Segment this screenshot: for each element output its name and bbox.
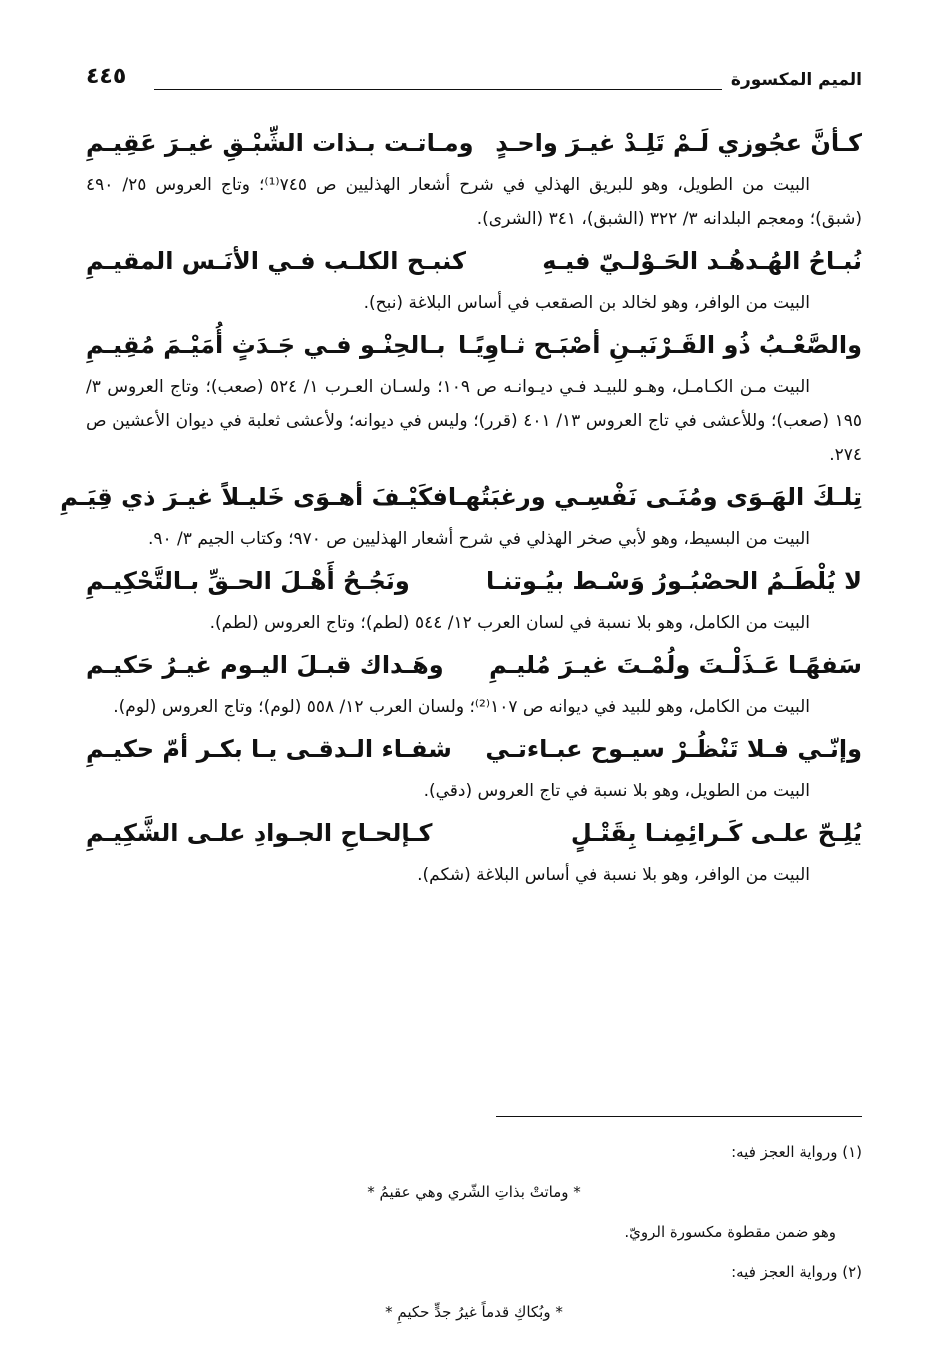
verse-line: [86, 118, 862, 168]
poem-entry-4: [60, 472, 862, 556]
verse-commentary: البيت من الوافر، وهو لخالد بن الصقعب في أساس البلاغة (نبح).: [363, 293, 810, 313]
verse-commentary: البيت من الطويل، وهو للبريق الهذلي في شرح أشعار الهذليين ص ٧٤٥⁽¹⁾؛ وتاج العروس ٢٥/ ٤٩٠ (شبق)؛ ومعجم البلدانه ٣/ ٣٢٢ (الشبق)، ٣٤١ (الشرى).: [86, 175, 862, 229]
poem-entry-3: [86, 320, 862, 472]
verse-line: [86, 236, 862, 286]
first-hemistich: يُلِـحّ علـى كَـرائِمِنـا بِقَتْـلٍ: [570, 819, 862, 847]
first-hemistich: والصَّعْـبُ ذُو القَـرْنَيـنِ أصْبَـح ثـاوِيًـا: [458, 331, 862, 359]
footnote-1-comment: وهو ضمن مقطوة مكسورة الرويّ.: [624, 1223, 836, 1241]
verse-line: [86, 320, 862, 370]
footnotes: [86, 1116, 862, 1341]
verse-commentary: البيت من الطويل، وهو بلا نسبة في تاج العروس (دقي).: [423, 781, 810, 801]
second-hemistich: كـإلحـاحِ الجـوادِ علـى الشَّكِيـمِ: [86, 819, 433, 847]
first-hemistich: وإنّـي فـلا تَنْظُـرْ سيـوح عبـاءتـي: [485, 735, 862, 763]
main-text: [60, 118, 863, 892]
second-hemistich: كنبـح الكلـب فـي الأنَـس المقيـمِ: [86, 247, 466, 275]
verse-commentary: البيت من البسيط، وهو لأبي صخر الهذلي في شرح أشعار الهذليين ص ٩٧٠؛ وكتاب الجيم ٣/ ٩٠.: [147, 529, 810, 549]
footnote-1-label: (١) ورواية العجز فيه:: [731, 1143, 862, 1161]
footnote-1-verse: * وماتتْ بذاتِ الشّري وهي عقيمُ *: [367, 1183, 581, 1201]
second-hemistich: ونَجُـحُ أَهْـلَ الحـقِّ بـالتَّحْكِيـمِ: [86, 567, 410, 595]
verse-line: [86, 556, 862, 606]
poem-entry-2: [86, 236, 862, 320]
first-hemistich: نُبـاحُ الهُـدهُـد الحَـوْلـيّ فيـهِ: [542, 247, 862, 275]
first-hemistich: كـأنَّ عجُوزي لَـمْ تَلِـدْ غيـرَ واحـدٍ: [495, 129, 862, 157]
verse-line: [86, 640, 862, 690]
verse-line: [86, 808, 862, 858]
first-hemistich: تِلـكَ الهَـوَى ومُنَـى نَفْسِـي ورغبَتُهـا: [447, 483, 862, 511]
second-hemistich: شفـاء الـدقـى يـا بكـر أمّ حكيـمِ: [86, 735, 452, 763]
second-hemistich: بـالحِنْـو فـي جَـدَثٍ أُمَيْـمَ مُقِيـمِ: [86, 331, 446, 359]
second-hemistich: فكَيْـفَ أهـوَى خَليـلاً غيـرَ ذي قِيَـمِ: [60, 483, 448, 511]
footnote-2-label: (٢) ورواية العجز فيه:: [731, 1263, 862, 1281]
verse-commentary: البيت من الوافر، وهو بلا نسبة في أساس البلاغة (شكم).: [417, 865, 810, 885]
second-hemistich: وهَـداك قبـلَ اليـوم غيـرُ حَكيـم: [86, 651, 444, 679]
second-hemistich: ومـاتـت بـذات الشِّبْـقِ غيـرَ عَقِيـمِ: [86, 129, 474, 157]
verse-commentary: البيت مـن الكـامـل، وهـو للبيـد فـي ديـوانـه ص ١٠٩؛ ولسـان العـرب ١/ ٥٢٤ (صعب)؛ وتاج العروس ٣/ ١٩٥ (صعب)؛ وللأعشى في تاج العروس ١٣/ ٤٠١ (قرر)؛ وليس في ديوانه؛ ولأعشى ثعلبة في ديوان الأعشين ص ٢٧٤.: [86, 377, 863, 465]
poem-entry-6: [86, 640, 862, 724]
footnote-separator: [496, 1116, 862, 1117]
poem-entry-8: [86, 808, 862, 892]
first-hemistich: لا يُلْطَـمُ الحصْبُـورُ وَسْـط بيُـوتنـا: [485, 567, 862, 595]
verse-line: [86, 724, 862, 774]
chapter-title: الميم المكسورة: [730, 70, 862, 90]
running-header: [86, 62, 862, 102]
footnote-2-verse: * وبُكاكِ قدماً غيرُ جدٍّ حكيمِ *: [385, 1303, 563, 1321]
verse-commentary: البيت من الكامل، وهو بلا نسبة في لسان العرب ١٢/ ٥٤٤ (لطم)؛ وتاج العروس (لطم).: [209, 613, 810, 633]
poem-entry-7: [86, 724, 862, 808]
poem-entry-5: [86, 556, 862, 640]
page-number: ٤٤٥: [86, 64, 127, 89]
verse-commentary: البيت من الكامل، وهو للبيد في ديوانه ص ١٠٧⁽²⁾؛ ولسان العرب ١٢/ ٥٥٨ (لوم)؛ وتاج العروس (لوم).: [113, 697, 810, 717]
first-hemistich: سَفهًـا عَـذَلْـتَ ولُمْـتَ غيـرَ مُليـمِ: [489, 651, 862, 679]
header-rule: [154, 89, 722, 90]
verse-line: [60, 472, 862, 522]
poem-entry-1: [86, 118, 862, 236]
